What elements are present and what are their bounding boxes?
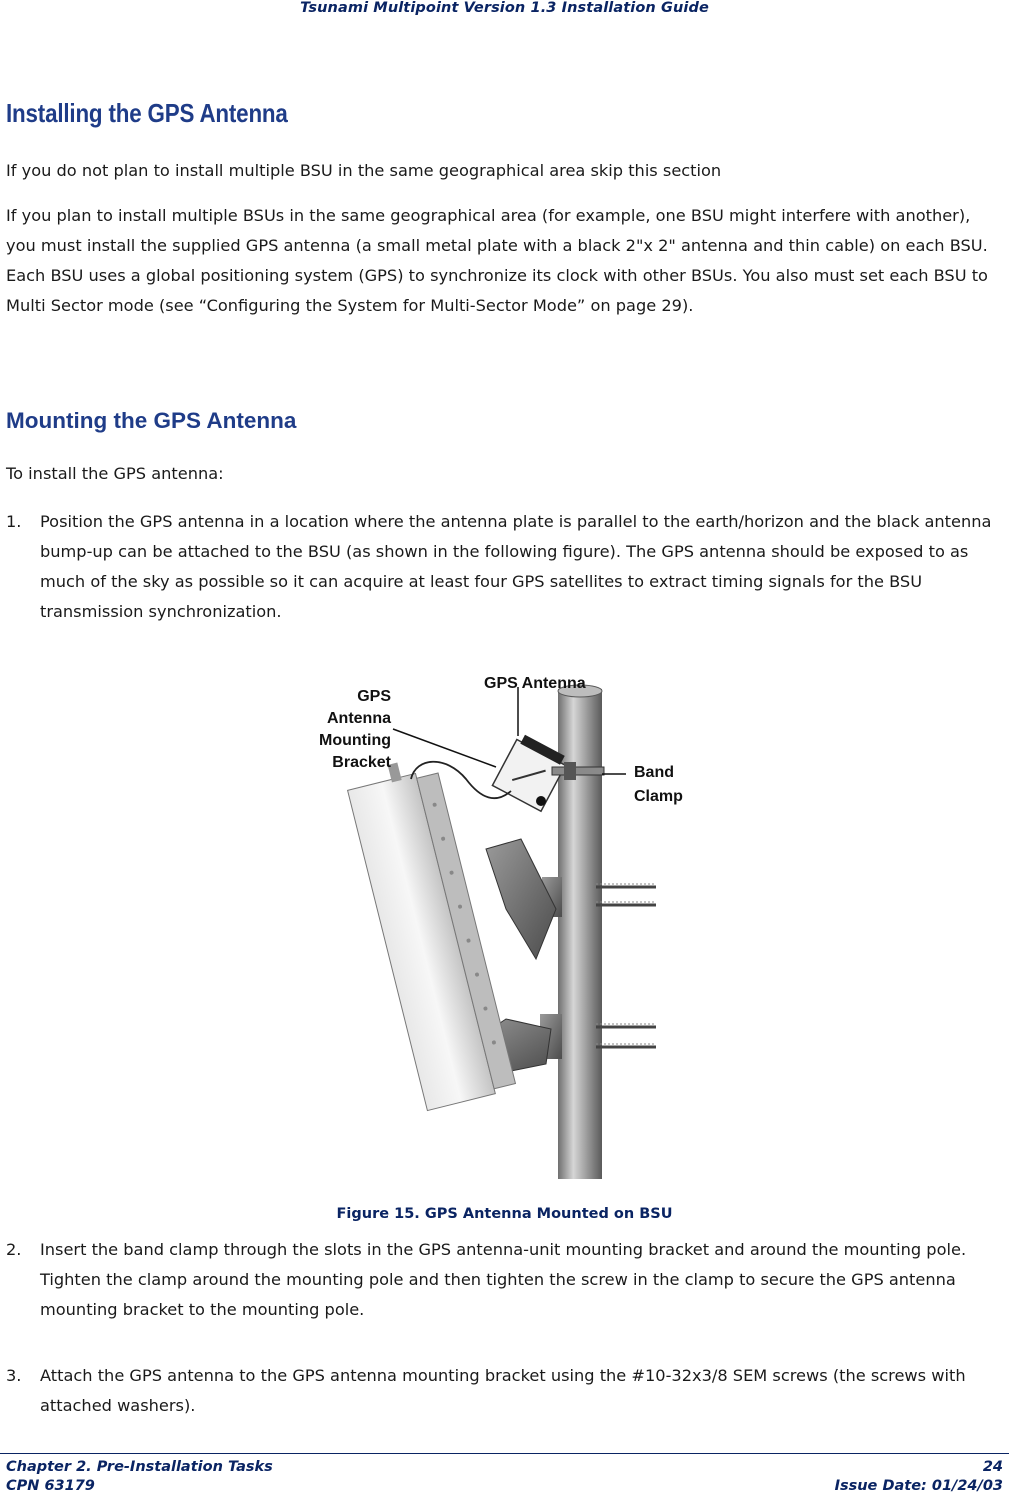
label-bracket-line2: Antenna (327, 710, 391, 727)
paragraph-gps-intro: If you plan to install multiple BSUs in the same geographical area (for example, one BSU might interfere with another), you must install the supplied GPS antenna (a small metal plate with a black 2"x 2" antenna and thin cable) on each BSU. Each BSU uses a global positioning system (GPS) to synchronize its clock with other BSUs. You also must set each BSU to Multi Sector mode (see “Configuring the System for Multi-Sector Mode” on page 29). (6, 206, 988, 315)
label-band-line1: Band (634, 764, 674, 781)
figure-caption: Figure 15. GPS Antenna Mounted on BSU (336, 1206, 673, 1222)
paragraph-skip-note: If you do not plan to install multiple BSU in the same geographical area skip this section (6, 161, 722, 180)
footer-right (835, 1458, 1003, 1496)
footer-rule (0, 1453, 1009, 1454)
step-text: Insert the band clamp through the slots in the GPS antenna-unit mounting bracket and around the mounting pole. Tighten the clamp around the mounting pole and then tighten the screw in the clamp to secure the GPS antenna mounting bracket to the mounting pole. (40, 1240, 967, 1319)
subsection-title: Mounting the GPS Antenna (6, 408, 297, 433)
figure-gps-antenna (296, 659, 716, 1179)
footer-page-number: 24 (982, 1459, 1003, 1475)
label-bracket-line1: GPS (357, 688, 391, 705)
section-title: Installing the GPS Antenna (6, 98, 288, 128)
running-header: Tsunami Multipoint Version 1.3 Installation Guide (300, 0, 709, 16)
band-clamp (552, 767, 604, 775)
step-text: Position the GPS antenna in a location where the antenna plate is parallel to the earth/horizon and the black antenna bump-up can be attached to the BSU (as shown in the following figure). The GPS antenna should be exposed to as much of the sky as possible so it can acquire at least four GPS satellites to extract timing signals for the BSU transmission synchronization. (40, 512, 992, 621)
footer-issue-date: Issue Date: 01/24/03 (834, 1478, 1003, 1494)
gps-antenna-photo (296, 659, 716, 1179)
step-text: Attach the GPS antenna to the GPS antenna mounting bracket using the #10-32x3/8 SEM screws (the screws with attached washers). (40, 1366, 966, 1415)
steps-intro: To install the GPS antenna: (6, 464, 224, 483)
label-band-line2: Clamp (634, 788, 683, 805)
label-bracket-line3: Mounting (319, 732, 391, 749)
label-gps-antenna: GPS Antenna (484, 675, 586, 692)
footer-chapter: Chapter 2. Pre-Installation Tasks (6, 1459, 273, 1475)
step-number: 2. (6, 1240, 22, 1259)
footer-left (6, 1458, 273, 1496)
footer-cpn: CPN 63179 (6, 1478, 95, 1494)
step-number: 3. (6, 1366, 22, 1385)
step-number: 1. (6, 512, 22, 531)
label-bracket-line4: Bracket (332, 754, 391, 771)
